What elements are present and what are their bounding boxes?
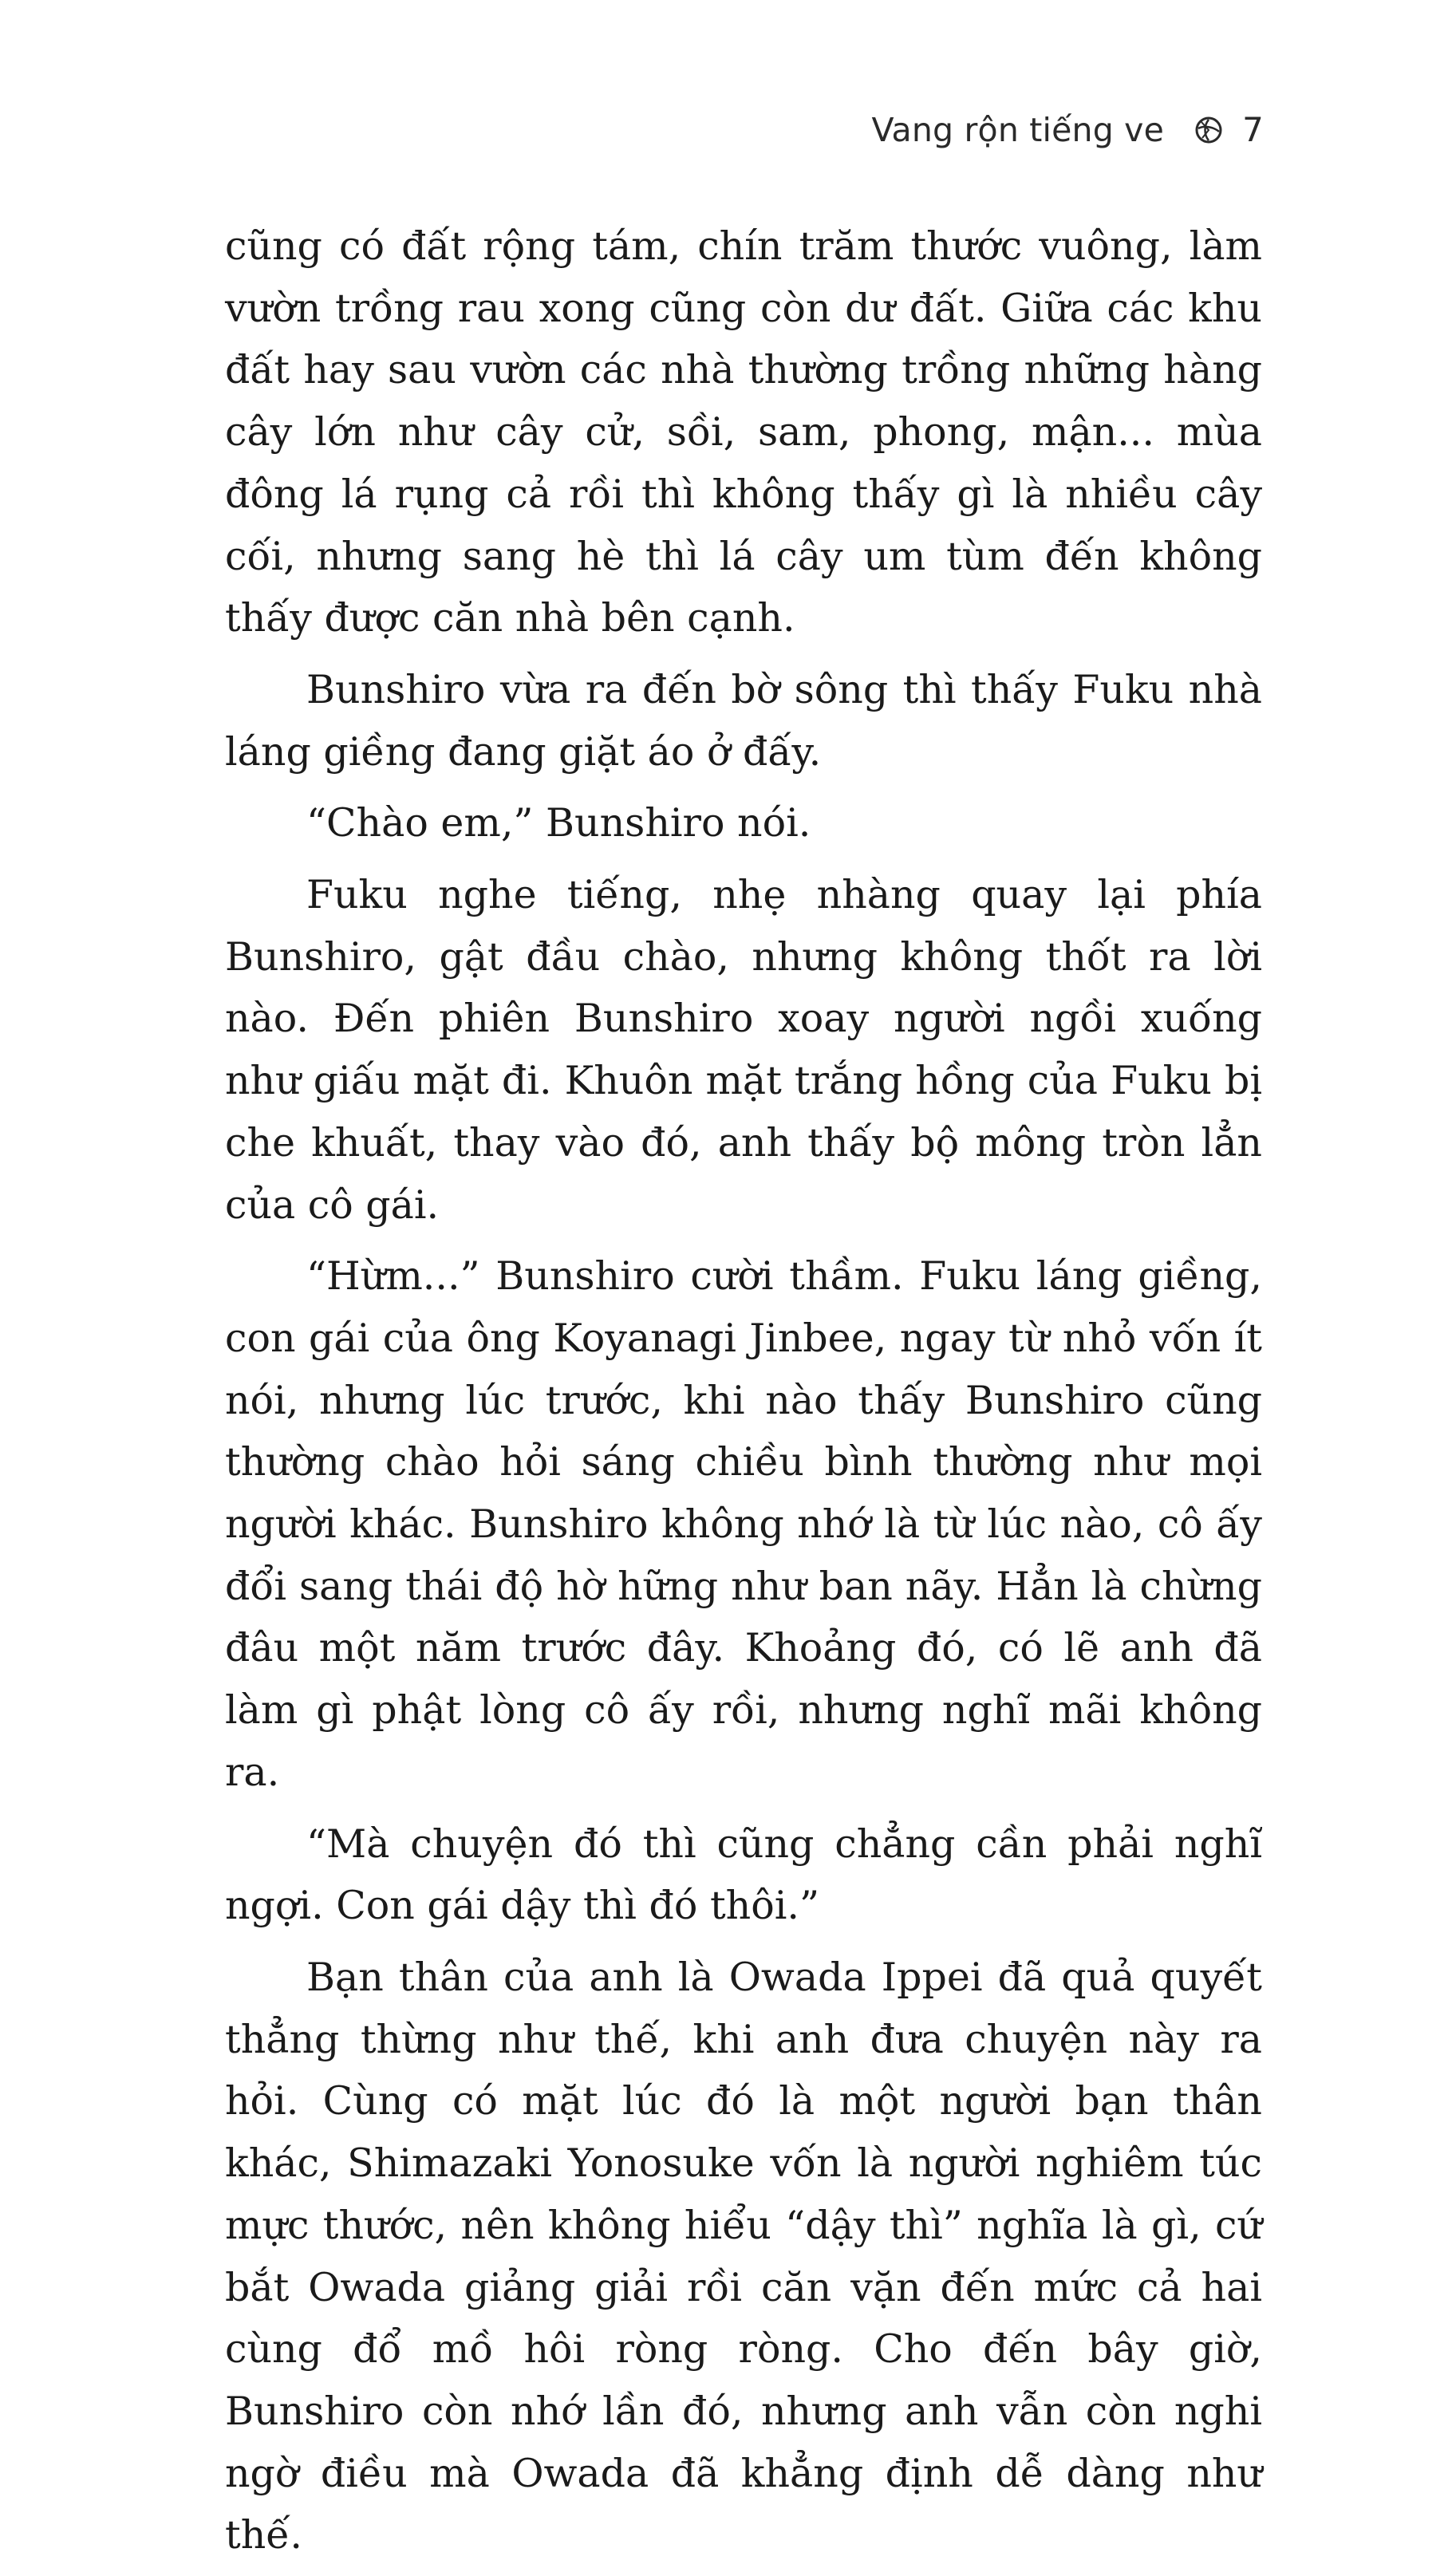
body-text [225,215,1262,2576]
paragraph: Bạn thân của anh là Owada Ippei đã quả quyết thẳng thừng như thế, khi anh đưa chuyện này ra hỏi. Cùng có mặt lúc đó là một người bạn thân khác, Shimazaki Yonosuke vốn là người nghiêm túc mực thước, nên không hiểu “dậy thì” nghĩa là gì, cứ bắt Owada giảng giải rồi căn vặn đến mức cả hai cùng đổ mồ hôi ròng ròng. Cho đến bây giờ, Bunshiro còn nhớ lần đó, nhưng anh vẫn còn nghi ngờ điều mà Owada đã khẳng định dễ dàng như thế. [225,1954,1262,2558]
paragraph: Fuku nghe tiếng, nhẹ nhàng quay lại phía Bunshiro, gật đầu chào, nhưng không thốt ra lời nào. Đến phiên Bunshiro xoay người ngồi xuống như giấu mặt đi. Khuôn mặt trắng hồng của Fuku bị che khuất, thay vào đó, anh thấy bộ mông tròn lẳn của cô gái. [225,872,1262,1228]
book-title: Vang rộn tiếng ve [871,110,1165,149]
paragraph: “Hừm...” Bunshiro cười thầm. Fuku láng giềng, con gái của ông Koyanagi Jinbee, ngay từ nhỏ vốn ít nói, nhưng lúc trước, khi nào thấy Bunshiro cũng thường chào hỏi sáng chiều bình thường như mọi người khác. Bunshiro không nhớ là từ lúc nào, cô ấy đổi sang thái độ hờ hững như ban nãy. Hẳn là chừng đâu một năm trước đây. Khoảng đó, có lẽ anh đã làm gì phật lòng cô ấy rồi, nhưng nghĩ mãi không ra. [225,1253,1262,1795]
page-number: 7 [1242,110,1264,149]
paragraph: cũng có đất rộng tám, chín trăm thước vuông, làm vườn trồng rau xong cũng còn dư đất. Giữa các khu đất hay sau vườn các nhà thường trồng những hàng cây lớn như cây cử, sồi, sam, phong, mận... mùa đông lá rụng cả rồi thì không thấy gì là nhiều cây cối, nhưng sang hè thì lá cây um tùm đến không thấy được căn nhà bên cạnh. [225,223,1262,641]
paragraph: “Chào em,” Bunshiro nói. [306,800,811,846]
paragraph: Bunshiro vừa ra đến bờ sông thì thấy Fuku nhà láng giềng đang giặt áo ở đấy. [225,666,1262,775]
running-header [871,110,1264,149]
paragraph: “Mà chuyện đó thì cũng chẳng cần phải nghĩ ngợi. Con gái dậy thì đó thôi.” [225,1821,1262,1929]
book-ornament-icon [1194,116,1223,144]
